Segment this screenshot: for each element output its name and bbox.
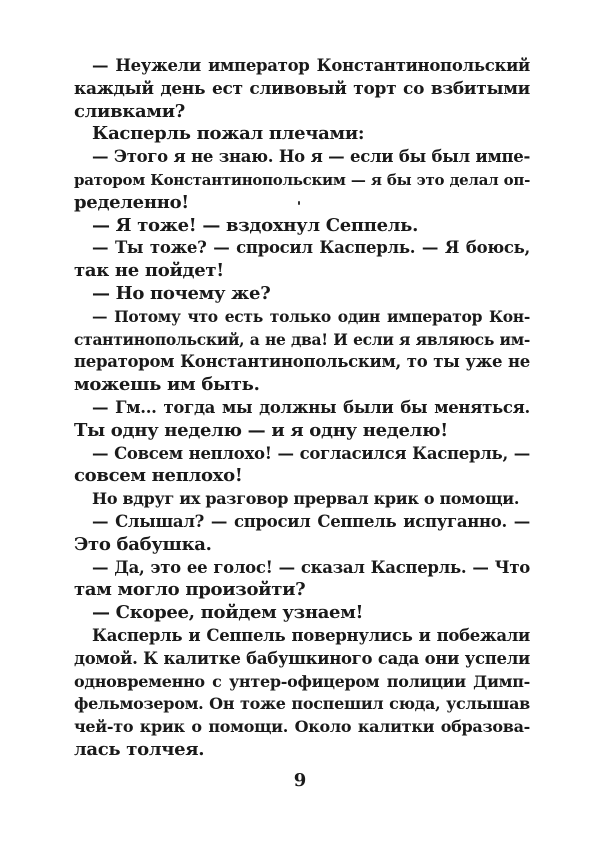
text-line: — Слышал? — спросил Сеппель испуганно. — bbox=[92, 511, 530, 531]
text-line: одновременно с унтер-офицером полиции Димп- bbox=[74, 671, 530, 691]
text-line: фельмозером. Он тоже поспешил сюда, услышав bbox=[74, 694, 530, 714]
page-number: 9 bbox=[293, 770, 307, 791]
body-text bbox=[74, 55, 530, 762]
text-line: Это бабушка. bbox=[74, 533, 212, 555]
text-line: — Гм... тогда мы должны были бы меняться. bbox=[92, 397, 530, 417]
text-line: Ты одну неделю — и я одну неделю! bbox=[74, 419, 448, 441]
text-line: каждый день ест сливовый торт со взбитыми bbox=[74, 78, 530, 99]
text-line: совсем неплохо! bbox=[74, 465, 243, 487]
text-line: чей-то крик о помощи. Около калитки образова- bbox=[74, 717, 530, 737]
text-line: — Потому что есть только один император Кон- bbox=[92, 306, 530, 326]
print-speck bbox=[298, 201, 300, 205]
text-line: сливками? bbox=[74, 100, 186, 122]
text-line: ператором Константинопольским, то ты уже не bbox=[74, 352, 530, 372]
text-line: стантинопольский, а не два! И если я являюсь им- bbox=[74, 329, 530, 349]
text-line: домой. К калитке бабушкиного сада они успели bbox=[74, 648, 530, 668]
text-line: — Но почему же? bbox=[92, 282, 271, 304]
text-line: — Этого я не знаю. Но я — если бы был импе- bbox=[92, 147, 530, 167]
text-line: — Да, это ее голос! — сказал Касперль. — Что bbox=[92, 557, 530, 577]
text-line: — Неужели император Константинопольский bbox=[92, 56, 530, 75]
text-line: Касперль и Сеппель повернулись и побежали bbox=[92, 625, 530, 645]
text-line: — Совсем неплохо! — согласился Касперль, — bbox=[92, 443, 530, 463]
text-line: ратором Константинопольским — я бы это делал оп- bbox=[74, 170, 530, 189]
text-line: Но вдруг их разговор прервал крик о помощи. bbox=[92, 489, 520, 509]
text-line: можешь им быть. bbox=[74, 374, 260, 396]
text-line: Касперль пожал плечами: bbox=[92, 123, 365, 145]
text-line: — Ты тоже? — спросил Касперль. — Я боюсь, bbox=[92, 238, 530, 258]
text-line: — Я тоже! — вздохнул Сеппель. bbox=[92, 214, 419, 236]
text-line: — Скорее, пойдем узнаем! bbox=[92, 602, 364, 624]
text-line: ределенно! bbox=[74, 191, 189, 213]
text-line: так не пойдет! bbox=[74, 260, 224, 282]
text-line: там могло произойти? bbox=[74, 579, 306, 601]
text-line: лась толчея. bbox=[74, 738, 205, 760]
